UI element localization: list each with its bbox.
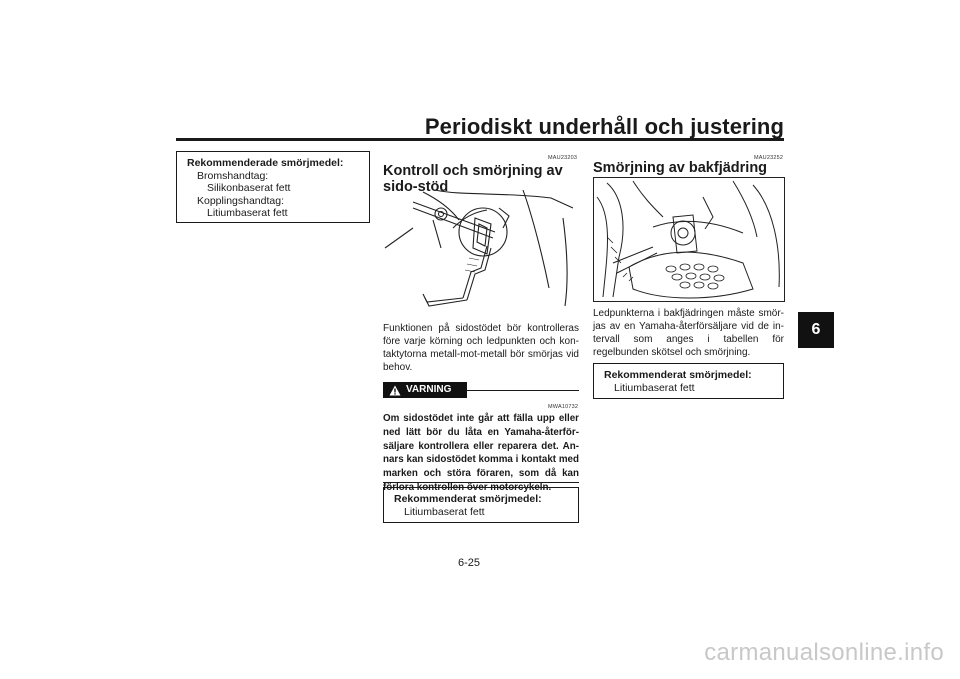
lubricant-box-brake-clutch [176, 151, 370, 223]
lubricant-value-clutch: Litiumbaserat fett [207, 207, 288, 219]
lubricant-label-brake: Bromshandtag: [197, 169, 269, 182]
watermark: carmanualsonline.info [704, 639, 944, 666]
lubricant-value: Litiumbaserat fett [614, 381, 695, 394]
sidestand-illustration [383, 188, 579, 312]
warning-label: VARNING [406, 384, 452, 395]
page-title: Periodiskt underhåll och justering [424, 114, 784, 139]
lubricant-label-clutch: Kopplingshandtag: [197, 194, 284, 207]
warning-code: MWA10732 [548, 404, 579, 410]
warning-top-rule [467, 390, 579, 391]
rear-suspension-illustration [593, 177, 785, 302]
rear-suspension-body-text: Ledpunkterna i bakfjädringen måste smör-jas av en Yamaha-återförsäljare vid de in-tervall som anges i tabellen för regelbunden skötsel och smörjning. [593, 308, 784, 358]
section-code: MAU23252 [754, 155, 784, 161]
warning-badge [383, 382, 467, 398]
section-heading-rear-suspension: Smörjning av bakfjädring [593, 160, 768, 176]
header-rule [176, 138, 784, 141]
lubricant-box-title: Rekommenderat smörjmedel: [604, 369, 752, 381]
lubricant-box-sidestand [383, 487, 579, 523]
lubricant-box-title: Rekommenderat smörjmedel: [394, 493, 542, 505]
warning-text: Om sidostödet inte går att fälla upp eller ned lätt bör du låta en Yamaha-återför-säljare kontrollera eller reparera det. An-nars kan sidostödet komma i kontakt med marken och störa föraren, som då kan förlora kontrollen över motorcykeln. [383, 413, 579, 493]
lubricant-box-title: Rekommenderade smörjmedel: [187, 157, 344, 169]
section-heading-sidestand: Kontroll och smörjning av sido-stöd [383, 163, 563, 195]
chapter-tab: 6 [798, 312, 834, 348]
lubricant-value: Litiumbaserat fett [404, 505, 485, 518]
sidestand-body-text: Funktionen på sidostödet bör kontrolleras före varje körning och ledpunkten och kon-taktytorna metall-mot-metall bör smörjas vid behov. [383, 323, 579, 373]
section-code: MAU23203 [548, 155, 578, 161]
page-number: 6-25 [458, 557, 481, 569]
warning-bottom-rule [383, 482, 579, 483]
lubricant-value-brake: Silikonbaserat fett [207, 182, 291, 194]
lubricant-box-rear-suspension [593, 363, 784, 399]
warning-triangle-icon [389, 385, 401, 396]
